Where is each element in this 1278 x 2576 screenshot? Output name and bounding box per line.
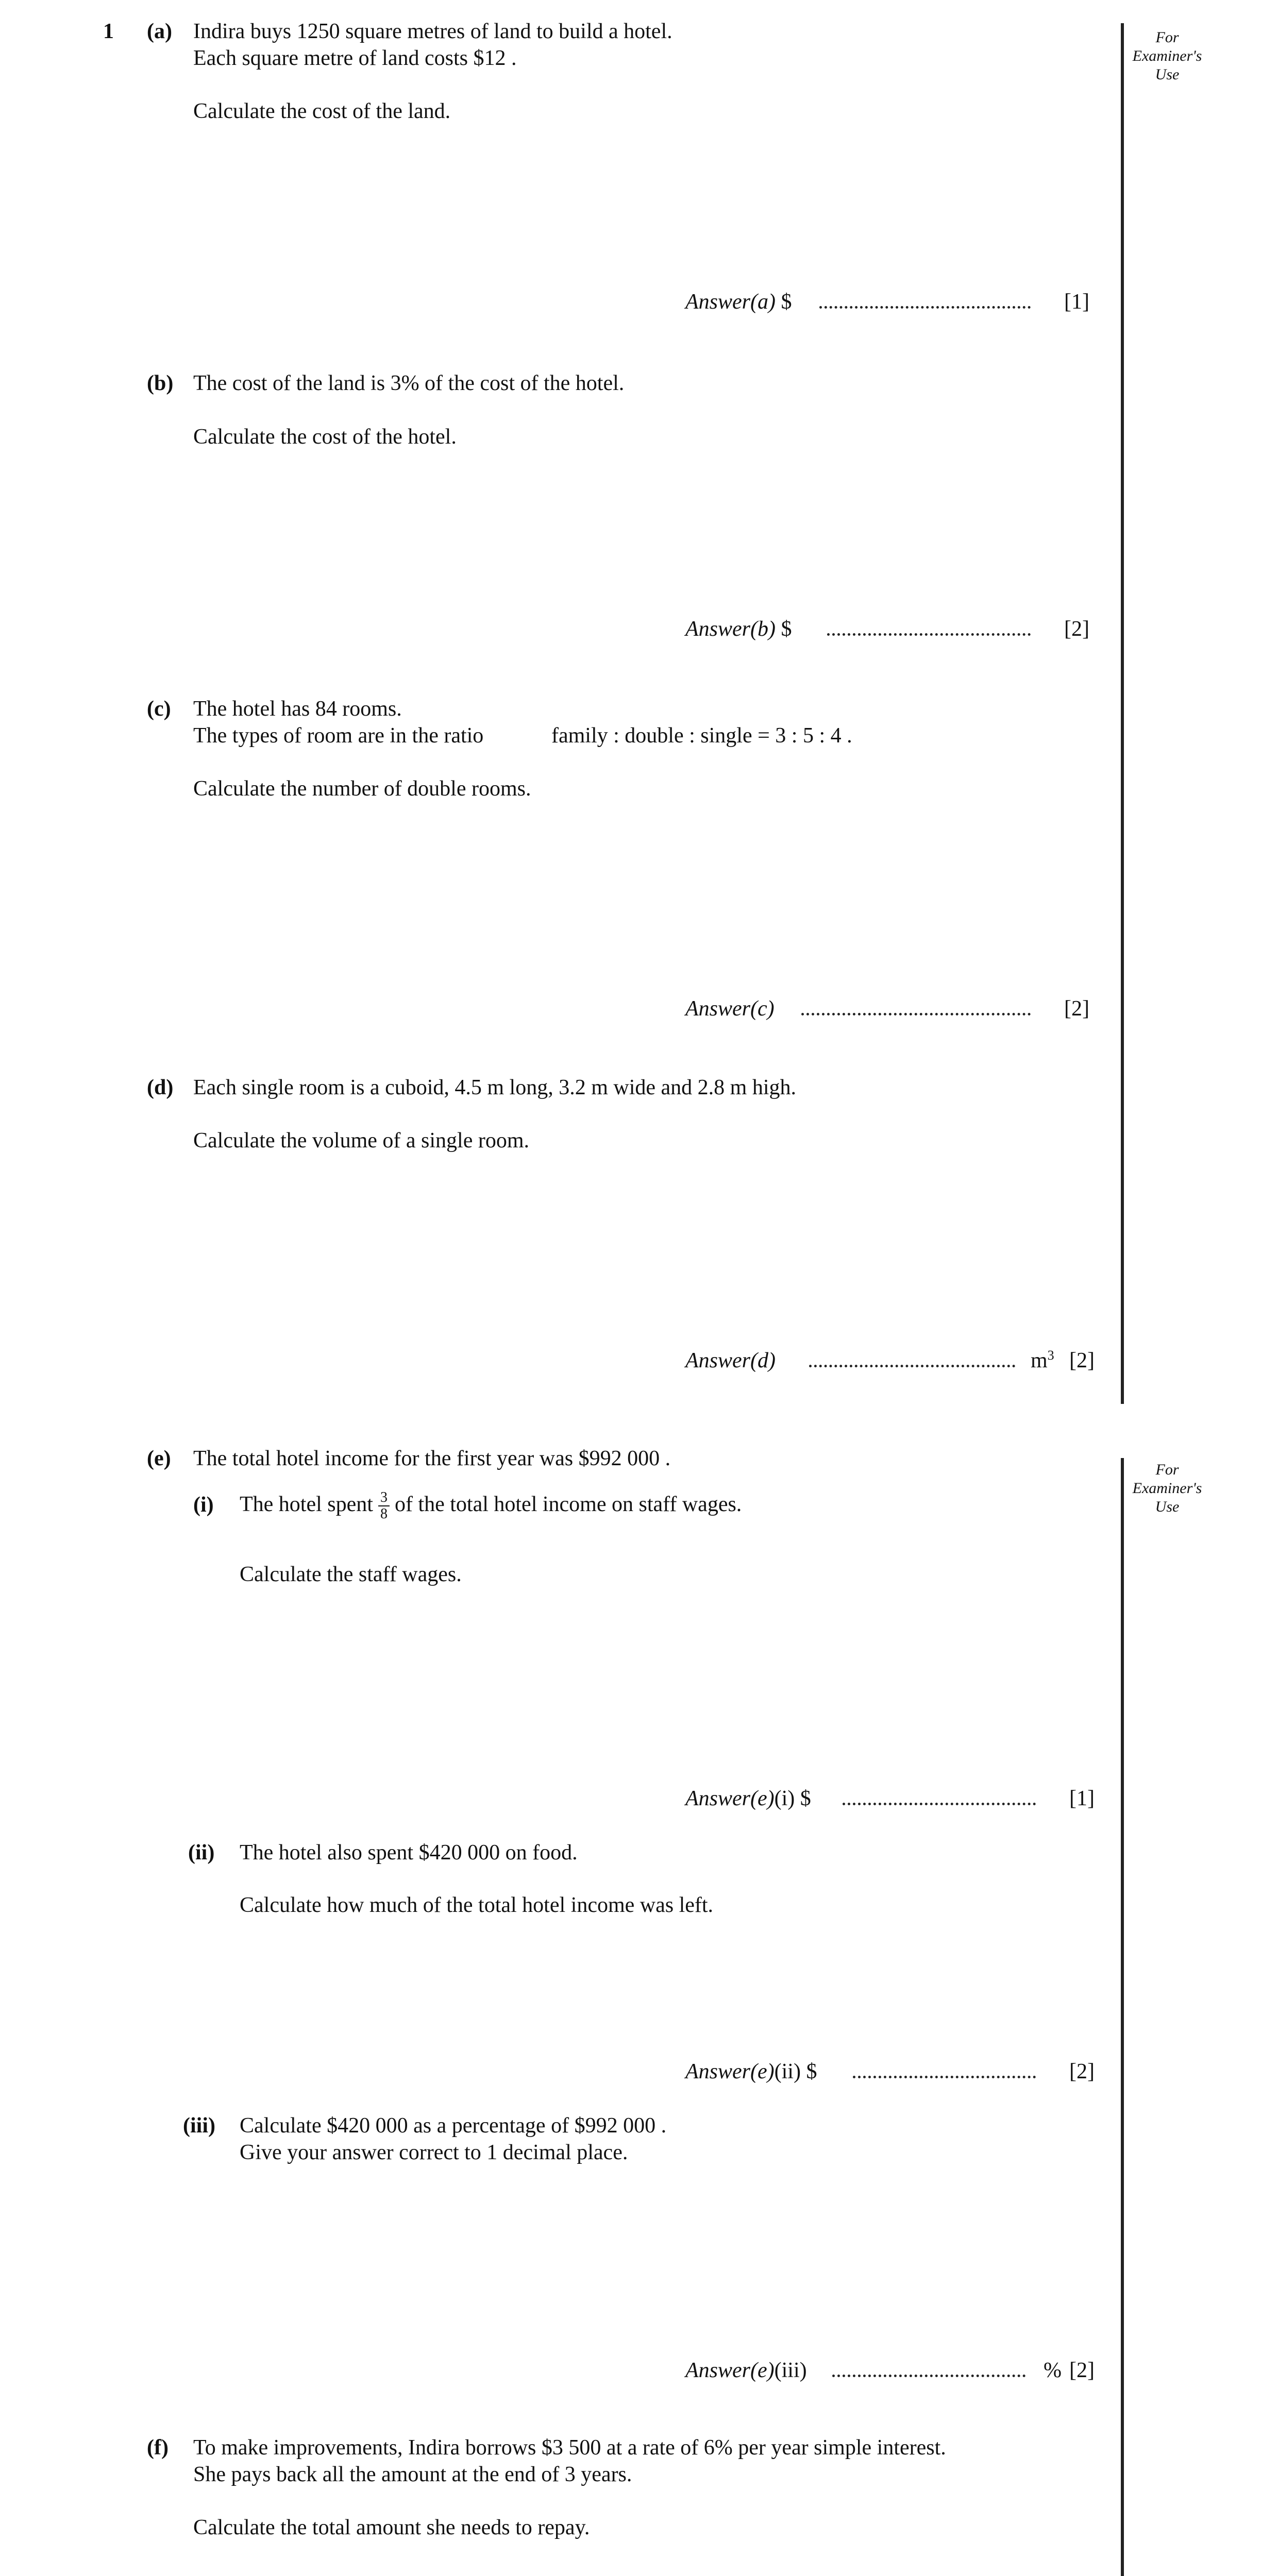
- part-f-line1: To make improvements, Indira borrows $3 500 at a rate of 6% per year simple interest.: [193, 2436, 946, 2460]
- answer-c-line: [685, 995, 775, 1022]
- part-e-i-marks: [1]: [1069, 1787, 1095, 1810]
- examiner-use-note-top: For Examiner's Use: [1132, 29, 1202, 83]
- fraction-denominator: 8: [380, 1506, 388, 1522]
- part-a-label: (a): [147, 20, 172, 43]
- part-b-marks: [2]: [1064, 617, 1089, 641]
- answer-c-field[interactable]: [801, 995, 1031, 1015]
- part-e-i-text-before: The hotel spent: [240, 1493, 373, 1516]
- answer-d-field[interactable]: [809, 1347, 1015, 1367]
- part-a-instruction: Calculate the cost of the land.: [193, 99, 451, 123]
- answer-e-i-prefix: $: [800, 1787, 811, 1810]
- answer-e-iii-unit: %: [1044, 2359, 1062, 2382]
- part-e-i-label: (i): [193, 1493, 214, 1517]
- answer-e-i-line: [685, 1785, 811, 1812]
- part-e-iii-line2: Give your answer correct to 1 decimal place.: [240, 2141, 628, 2164]
- part-b-label: (b): [147, 371, 174, 395]
- answer-c-label: Answer(c): [685, 997, 775, 1021]
- answer-e-iii-sub: (iii): [774, 2359, 807, 2382]
- answer-a-label: Answer(a): [685, 290, 776, 314]
- answer-a-field[interactable]: [819, 289, 1031, 309]
- examiner-use-note-bottom: For Examiner's Use: [1132, 1461, 1202, 1515]
- answer-b-label: Answer(b): [685, 617, 776, 641]
- part-f-label: (f): [147, 2436, 169, 2460]
- part-e-i-text-after: of the total hotel income on staff wages.: [394, 1493, 742, 1516]
- part-e-ii-line1: The hotel also spent $420 000 on food.: [240, 1841, 578, 1865]
- question-number: 1: [103, 20, 114, 43]
- part-d-line1: Each single room is a cuboid, 4.5 m long, 3.2 m wide and 2.8 m high.: [193, 1076, 797, 1099]
- answer-b-line: [685, 616, 792, 642]
- answer-e-ii-line: [685, 2058, 817, 2085]
- examiner-margin-rule-bottom: [1121, 1458, 1124, 2576]
- answer-d-line: [685, 1347, 776, 1374]
- answer-b-prefix: $: [781, 617, 792, 641]
- part-e-line1: The total hotel income for the first year was $992 000 .: [193, 1447, 671, 1470]
- part-c-marks: [2]: [1064, 997, 1089, 1021]
- part-a-line1: Indira buys 1250 square metres of land to build a hotel.: [193, 20, 672, 43]
- answer-d-unit: [1031, 1347, 1054, 1374]
- examiner-margin-rule-top: [1121, 23, 1124, 1404]
- answer-e-i-label: Answer(e): [685, 1787, 775, 1810]
- answer-e-iii-label: Answer(e): [685, 2359, 775, 2382]
- part-e-i-text: [240, 1484, 742, 1525]
- answer-a-line: [685, 289, 792, 315]
- part-e-ii-marks: [2]: [1069, 2060, 1095, 2083]
- answer-e-ii-prefix: $: [806, 2060, 817, 2083]
- answer-e-i-field[interactable]: [843, 1785, 1036, 1805]
- part-d-marks: [2]: [1069, 1349, 1095, 1372]
- fraction-three-eighths: [378, 1490, 390, 1522]
- part-e-label: (e): [147, 1447, 171, 1470]
- part-e-iii-line1: Calculate $420 000 as a percentage of $992 000 .: [240, 2114, 667, 2138]
- answer-e-ii-sub: (ii): [774, 2060, 801, 2083]
- answer-d-unit-text: m: [1031, 1349, 1048, 1372]
- answer-d-label: Answer(d): [685, 1349, 776, 1372]
- part-f-instruction: Calculate the total amount she needs to repay.: [193, 2516, 590, 2539]
- answer-b-field[interactable]: [827, 616, 1031, 636]
- part-c-line1: The hotel has 84 rooms.: [193, 697, 402, 721]
- part-c-label: (c): [147, 697, 171, 721]
- answer-e-ii-field[interactable]: [853, 2058, 1036, 2078]
- part-a-line2: Each square metre of land costs $12 .: [193, 46, 517, 70]
- part-d-instruction: Calculate the volume of a single room.: [193, 1129, 529, 1153]
- answer-d-unit-power: 3: [1047, 1348, 1054, 1363]
- answer-e-iii-line: [685, 2357, 807, 2384]
- part-c-line2: The types of room are in the ratio: [193, 724, 484, 748]
- answer-e-ii-label: Answer(e): [685, 2060, 775, 2083]
- answer-e-i-sub: (i): [774, 1787, 795, 1810]
- part-e-ii-instruction: Calculate how much of the total hotel income was left.: [240, 1893, 714, 1917]
- part-a-marks: [1]: [1064, 290, 1089, 314]
- answer-a-prefix: $: [781, 290, 792, 314]
- answer-e-iii-field[interactable]: [832, 2357, 1025, 2377]
- part-e-ii-label: (ii): [188, 1841, 215, 1865]
- part-b-instruction: Calculate the cost of the hotel.: [193, 425, 457, 449]
- part-c-instruction: Calculate the number of double rooms.: [193, 777, 531, 801]
- part-d-label: (d): [147, 1076, 174, 1099]
- part-e-iii-marks: [2]: [1069, 2359, 1095, 2382]
- part-f-line2: She pays back all the amount at the end of 3 years.: [193, 2463, 632, 2486]
- part-c-ratio: family : double : single = 3 : 5 : 4 .: [551, 724, 852, 748]
- part-b-line1: The cost of the land is 3% of the cost of the hotel.: [193, 371, 625, 395]
- part-e-i-instruction: Calculate the staff wages.: [240, 1563, 462, 1586]
- part-e-iii-label: (iii): [183, 2114, 215, 2138]
- fraction-numerator: 3: [378, 1490, 390, 1506]
